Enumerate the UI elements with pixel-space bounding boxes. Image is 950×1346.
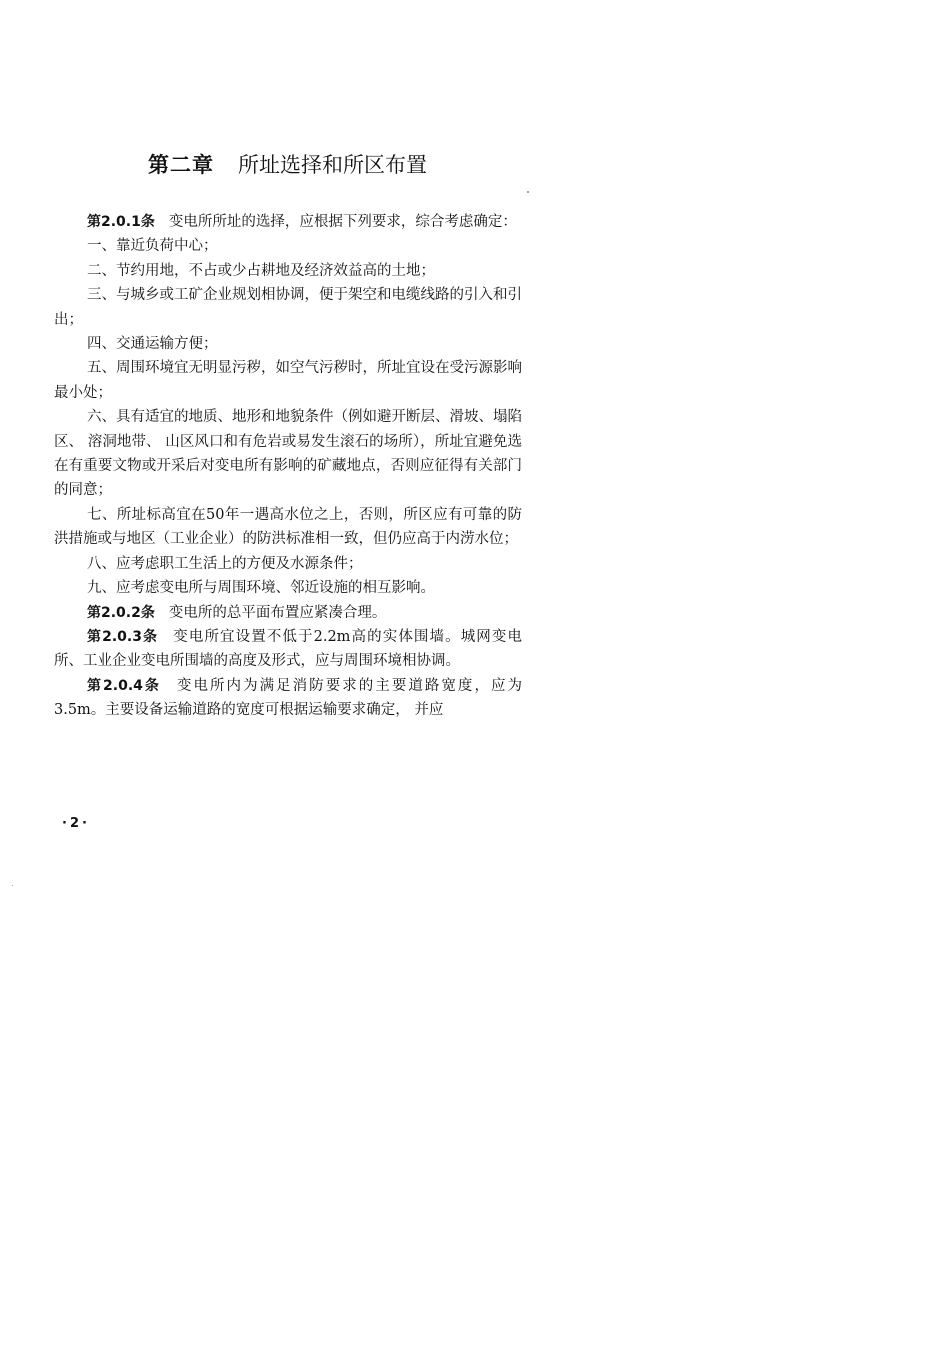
list-item (54, 356, 522, 405)
paragraph (54, 625, 522, 674)
article-number: 第2.0.3条 (87, 628, 159, 645)
paragraph-text: 五、周围环境宜无明显污秽，如空气污秽时，所址宜设在受污源影响最小处； (54, 360, 522, 401)
scan-speck (12, 885, 13, 886)
article-number: 第2.0.4条 (87, 677, 161, 694)
article-number: 第2.0.2条 (87, 604, 155, 621)
paragraph (54, 601, 522, 625)
article-number: 第2.0.1条 (87, 214, 155, 230)
paragraph-text: 七、所址标高宜在50年一遇高水位之上，否则，所区应有可靠的防洪措施或与地区（工业企业）的防洪标准相一致，但仍应高于内涝水位； (54, 506, 522, 548)
paragraph-text: 九、应考虑变电所与周围环境、邻近设施的相互影响。 (87, 580, 435, 597)
list-item (54, 405, 522, 503)
paragraph (54, 210, 522, 234)
list-item (54, 503, 522, 552)
paragraph-text: 三、与城乡或工矿企业规划相协调，便于架空和电缆线路的引入和引出； (54, 287, 522, 328)
scan-speck (527, 191, 529, 193)
body-text (54, 210, 522, 723)
list-item (54, 576, 522, 600)
paragraph-text: 变电所宜设置不低于2.2m高的实体围墙。城网变电所、工业企业变电所围墙的高度及形式，应与周围环境相协调。 (54, 628, 522, 670)
list-item (54, 259, 522, 283)
paragraph-text: 六、具有适宜的地质、地形和地貌条件（例如避开断层、滑坡、塌陷区、 溶洞地带、 山区风口和有危岩或易发生滚石的场所），所址宜避免选在有重要文物或开采后对变电所有影响的矿藏地点，否则应征得有关部门的同意； (54, 409, 522, 499)
chapter-heading (148, 150, 528, 180)
list-item (54, 332, 522, 356)
paragraph-text: 二、节约用地，不占或少占耕地及经济效益高的土地； (87, 262, 435, 279)
paragraph-text: 八、应考虑职工生活上的方便及水源条件； (87, 555, 363, 572)
paragraph-text: 变电所内为满足消防要求的主要道路宽度，应为3.5m。主要设备运输道路的宽度可根据运输要求确定， 并应 (54, 677, 522, 719)
page-number: ·2· (62, 816, 90, 831)
paragraph (54, 674, 522, 723)
paragraph-text: 变电所所址的选择，应根据下列要求，综合考虑确定： (168, 214, 517, 230)
paragraph-text: 四、交通运输方便； (87, 336, 218, 353)
list-item (54, 552, 522, 576)
list-item (54, 283, 522, 332)
paragraph-text: 变电所的总平面布置应紧凑合理。 (168, 604, 387, 621)
chapter-number: 第二章 (148, 152, 214, 177)
list-item (54, 234, 522, 258)
chapter-title: 所址选择和所区布置 (238, 153, 427, 177)
paragraph-text: 一、靠近负荷中心； (87, 238, 218, 255)
